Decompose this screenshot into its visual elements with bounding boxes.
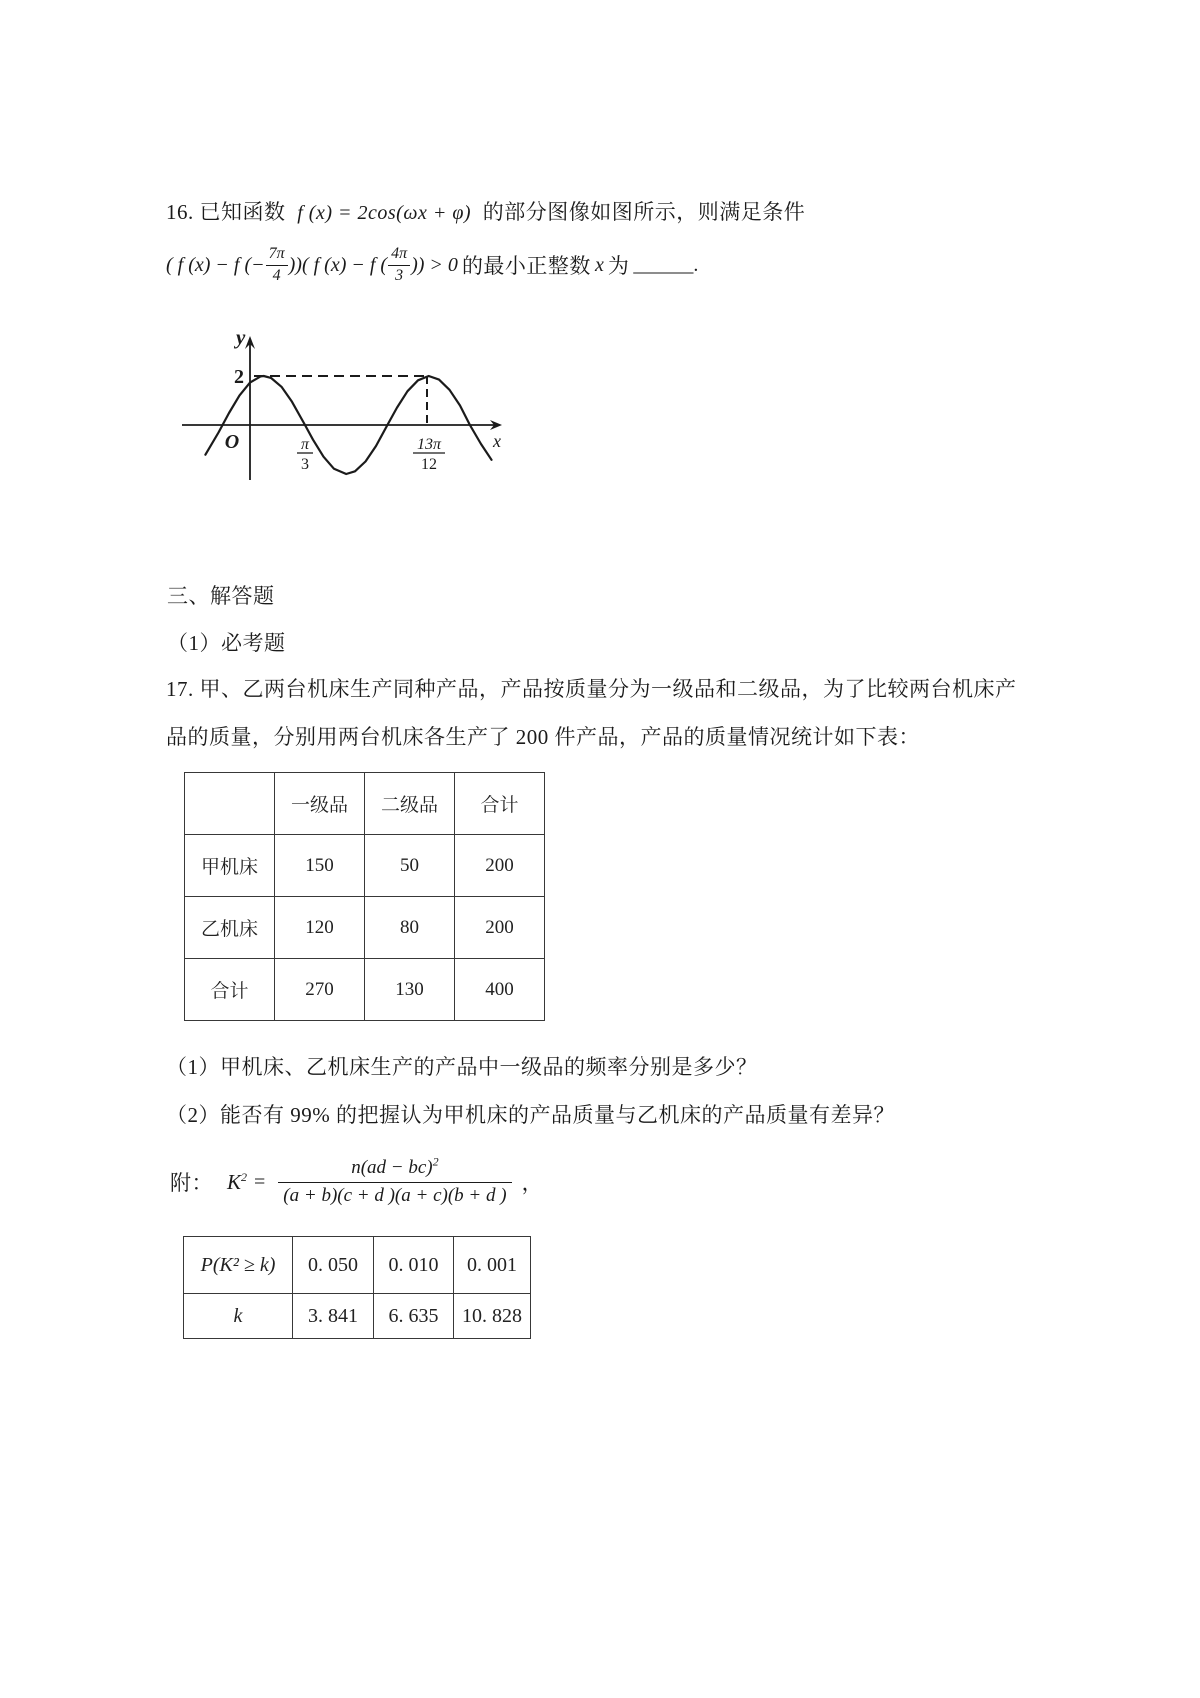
q16-intro-post: 的部分图像如图所示，则满足条件: [482, 200, 806, 224]
row-label: 合计: [185, 959, 275, 1021]
numerator-superscript: 2: [432, 1154, 439, 1169]
table-header-row: [185, 773, 545, 835]
q16-intro-pre: 已知函数: [199, 200, 286, 224]
cell-value: 10. 828: [454, 1294, 531, 1339]
cell-value: 0. 010: [374, 1237, 454, 1294]
q16-answer-blank: ______: [633, 253, 694, 276]
table-row: [185, 835, 545, 897]
table-row: [185, 959, 545, 1021]
k-squared-symbol: $K^2$: [227, 1169, 248, 1194]
cosine-plot: [168, 300, 508, 485]
cell-value: 400: [455, 959, 545, 1021]
question-17-part1: （1）甲机床、乙机床生产的产品中一级品的频率分别是多少？: [166, 1055, 758, 1079]
fraction-numerator: 4π: [388, 246, 410, 266]
q16-cond-seg2: ))( f (x) − f (: [288, 253, 388, 276]
p-k2-label: P(K² ≥ k): [184, 1237, 293, 1294]
row-label: 乙机床: [185, 897, 275, 959]
q16-cond-seg1: ( f (x) − f (−: [166, 253, 265, 276]
table-row: [184, 1294, 531, 1339]
origin-label: O: [224, 431, 240, 453]
fraction-denominator: 4: [272, 266, 281, 284]
cell-value: 80: [365, 897, 455, 959]
table-row: [184, 1237, 531, 1294]
q16-cond-tail2: 为: [607, 254, 630, 278]
peak-value-label: 2: [234, 366, 244, 388]
cell-value: 3. 841: [293, 1294, 374, 1339]
fraction-numerator: n(ad − bc)$^2$: [351, 1154, 439, 1178]
header-cell-second-grade: 二级品: [365, 773, 455, 835]
header-cell-first-grade: 一级品: [275, 773, 365, 835]
tick-pi-3-numerator: π: [300, 436, 310, 453]
q16-cond-variable: x: [594, 253, 604, 276]
section-heading: 三、解答题: [167, 584, 275, 608]
function-graph: [168, 300, 508, 485]
cell-value: 200: [455, 835, 545, 897]
q16-fraction-4pi-3: [388, 246, 410, 285]
table-row: [185, 897, 545, 959]
row-label: 甲机床: [185, 835, 275, 897]
y-axis-label: y: [236, 325, 246, 349]
cell-value: 150: [275, 835, 365, 897]
critical-value-table: [183, 1236, 531, 1339]
q16-cond-seg3: )) > 0: [411, 253, 458, 276]
cell-value: 120: [275, 897, 365, 959]
x-axis-label: x: [493, 431, 501, 451]
cell-value: 200: [455, 897, 545, 959]
fraction-denominator: 3: [395, 266, 404, 284]
quality-table: [184, 772, 545, 1021]
subsection-heading: （1）必考题: [167, 631, 286, 655]
q16-period: .: [693, 253, 699, 276]
question-17-line1: 17. 甲、乙两台机床生产同种产品，产品按质量分为一级品和二级品，为了比较两台机床产: [166, 677, 1017, 701]
appendix-formula: [166, 1156, 547, 1208]
fraction-denominator: (a + b)(c + d )(a + c)(b + d ): [278, 1182, 511, 1207]
cell-value: 6. 635: [374, 1294, 454, 1339]
header-cell-total: 合计: [455, 773, 545, 835]
question-17-part2: （2）能否有 99% 的把握认为甲机床的产品质量与乙机床的产品质量有差异？: [166, 1103, 895, 1127]
cell-value: 50: [365, 835, 455, 897]
q16-number: 16.: [166, 200, 194, 224]
q16-fraction-7pi-4: [266, 246, 288, 285]
cell-value: 0. 001: [454, 1237, 531, 1294]
appendix-label: 附：: [170, 1171, 213, 1195]
cell-value: 130: [365, 959, 455, 1021]
tick-13pi-12-denominator: 12: [421, 456, 437, 473]
equals-sign: =: [254, 1170, 266, 1193]
q16-function-formula: f (x) = 2cos(ωx + φ): [297, 202, 472, 224]
k-superscript: 2: [241, 1169, 248, 1184]
cell-value: 270: [275, 959, 365, 1021]
fraction-numerator: 7π: [266, 246, 288, 266]
k-label: k: [184, 1294, 293, 1339]
cell-value: 0. 050: [293, 1237, 374, 1294]
question-16-intro: [166, 196, 805, 226]
appendix-comma: ，: [521, 1171, 544, 1195]
q16-cond-tail1: 的最小正整数: [461, 254, 591, 278]
header-cell-empty: [185, 773, 275, 835]
question-17-line2: 品的质量，分别用两台机床各生产了 200 件产品，产品的质量情况统计如下表：: [166, 725, 920, 749]
tick-pi-3-denominator: 3: [301, 456, 309, 473]
tick-13pi-12-numerator: 13π: [416, 436, 442, 453]
q16-condition-line: [166, 242, 698, 288]
k-squared-fraction: [278, 1154, 511, 1207]
